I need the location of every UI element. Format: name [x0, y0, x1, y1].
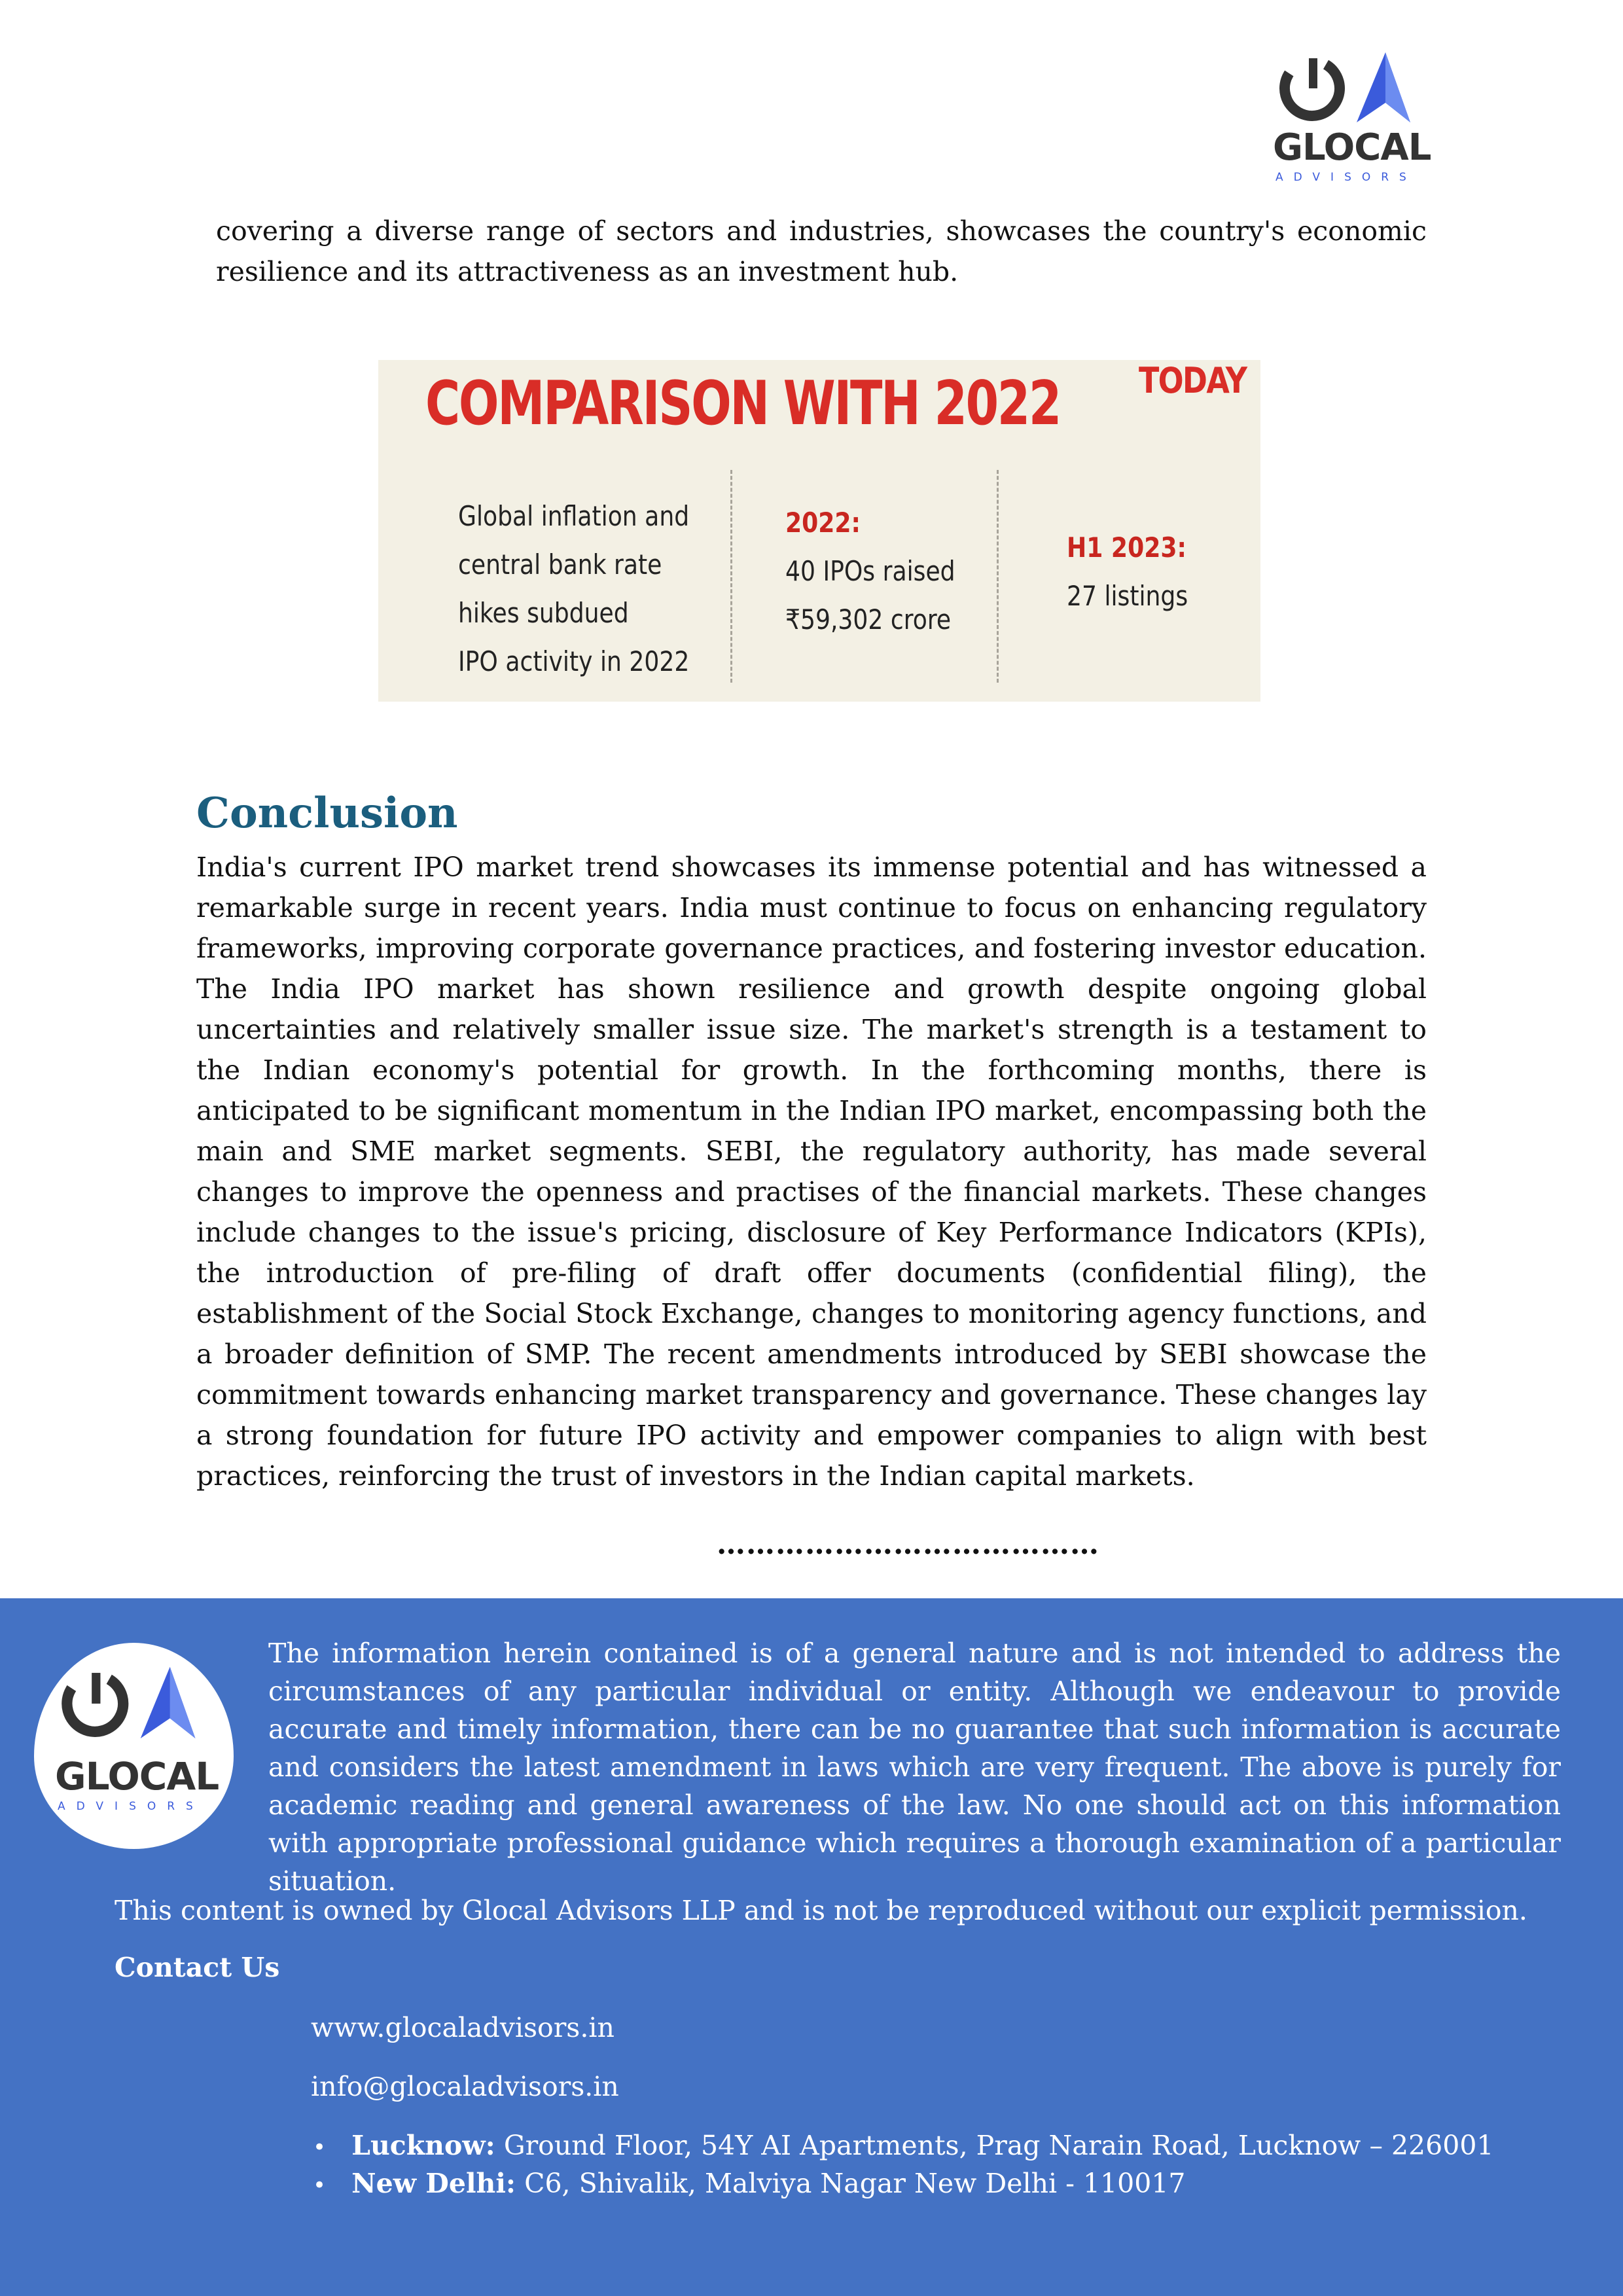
office-lucknow: [313, 2130, 1493, 2161]
office-address: C6, Shivalik, Malviya Nagar New Delhi - 110017: [524, 2168, 1186, 2199]
bullet-icon: •: [313, 2134, 327, 2161]
email-link[interactable]: info@glocaladvisors.in: [311, 2071, 619, 2102]
col2-line: 40 IPOs raised: [785, 555, 955, 587]
conclusion-body: India's current IPO market trend showcases its immense potential and has witnessed a remarkable surge in recent years. India must continue to focus on enhancing regulatory frameworks, improving corporate governance practices, and fostering investor education. The India IPO market has shown resilience and growth despite ongoing global uncertainties and relatively smaller issue size. The market's strength is a testament to the Indian economy's potential for growth. In the forthcoming months, there is anticipated to be significant momentum in the Indian IPO market, encompassing both the main and SME market segments. SEBI, the regulatory authority, has made several changes to improve the openness and practises of the financial markets. These changes include changes to the issue's pricing, disclosure of Key Performance Indicators (KPIs), the introduction of pre-filing of draft offer documents (confidential filing), the establishment of the Social Stock Exchange, changes to monitoring agency functions, and a broader definition of SMP. The recent amendments introduced by SEBI showcase the commitment towards enhancing market transparency and governance. These changes lay a strong foundation for future IPO activity and empower companies to align with best practices, reinforcing the trust of investors in the Indian capital markets.: [196, 852, 1427, 1492]
infographic-badge: TODAY: [1138, 360, 1246, 401]
col1-line: Global inflation and: [458, 500, 690, 532]
col1-line: central bank rate: [458, 548, 662, 581]
bullet-icon: •: [313, 2172, 327, 2198]
infographic-divider: [730, 470, 732, 683]
office-city: Lucknow:: [351, 2130, 495, 2161]
col3-heading: H1 2023:: [1067, 531, 1186, 564]
col3-line: 27 listings: [1067, 580, 1188, 612]
conclusion-heading: Conclusion: [196, 789, 458, 838]
footer: [0, 1598, 1623, 2296]
col1-line: IPO activity in 2022: [458, 645, 690, 677]
infographic-title: COMPARISON WITH 2022: [425, 368, 1061, 439]
logo-tagline: ADVISORS: [1275, 171, 1417, 184]
infographic-col3: [1067, 524, 1207, 620]
infographic-col2: [785, 499, 983, 644]
intro-paragraph: covering a diverse range of sectors and industries, showcases the country's economic resilience and its attractiveness as an investment hub.: [216, 215, 1427, 287]
contact-heading: Contact Us: [115, 1952, 280, 1983]
glocal-logo-icon: [1273, 49, 1427, 134]
website-link[interactable]: www.glocaladvisors.in: [311, 2012, 615, 2043]
col2-heading: 2022:: [785, 507, 861, 539]
end-marker: …………………………………: [717, 1528, 1099, 1561]
logo-wordmark: GLOCAL: [1273, 126, 1431, 169]
office-new-delhi: [313, 2168, 1186, 2199]
ownership-notice: This content is owned by Glocal Advisors LLP and is not be reproduced without our explicit permission.: [115, 1895, 1527, 1926]
footer-logo: [34, 1643, 234, 1849]
infographic-col1: [458, 492, 727, 686]
office-address: Ground Floor, 54Y AI Apartments, Prag Narain Road, Lucknow – 226001: [503, 2130, 1494, 2161]
glocal-logo-icon: [55, 1661, 212, 1753]
comparison-infographic: [378, 360, 1260, 702]
logo-wordmark: GLOCAL: [55, 1754, 219, 1799]
disclaimer-text: The information herein contained is of a general nature and is not intended to address the circumstances of any particular individual or entity. Although we endeavour to provide accurate and timely information, there can be no guarantee that such information is accurate and considers the latest amendment in laws which are very frequent. The above is purely for academic reading and general awareness of the law. No one should act on this information with appropriate professional guidance which requires a thorough examination of a particular situation.: [268, 1638, 1561, 1897]
office-city: New Delhi:: [351, 2168, 516, 2199]
header-logo: [1273, 49, 1431, 184]
col1-line: hikes subdued: [458, 597, 629, 629]
infographic-divider: [997, 470, 999, 683]
logo-tagline: ADVISORS: [58, 1800, 204, 1813]
col2-line: ₹59,302 crore: [785, 603, 952, 636]
